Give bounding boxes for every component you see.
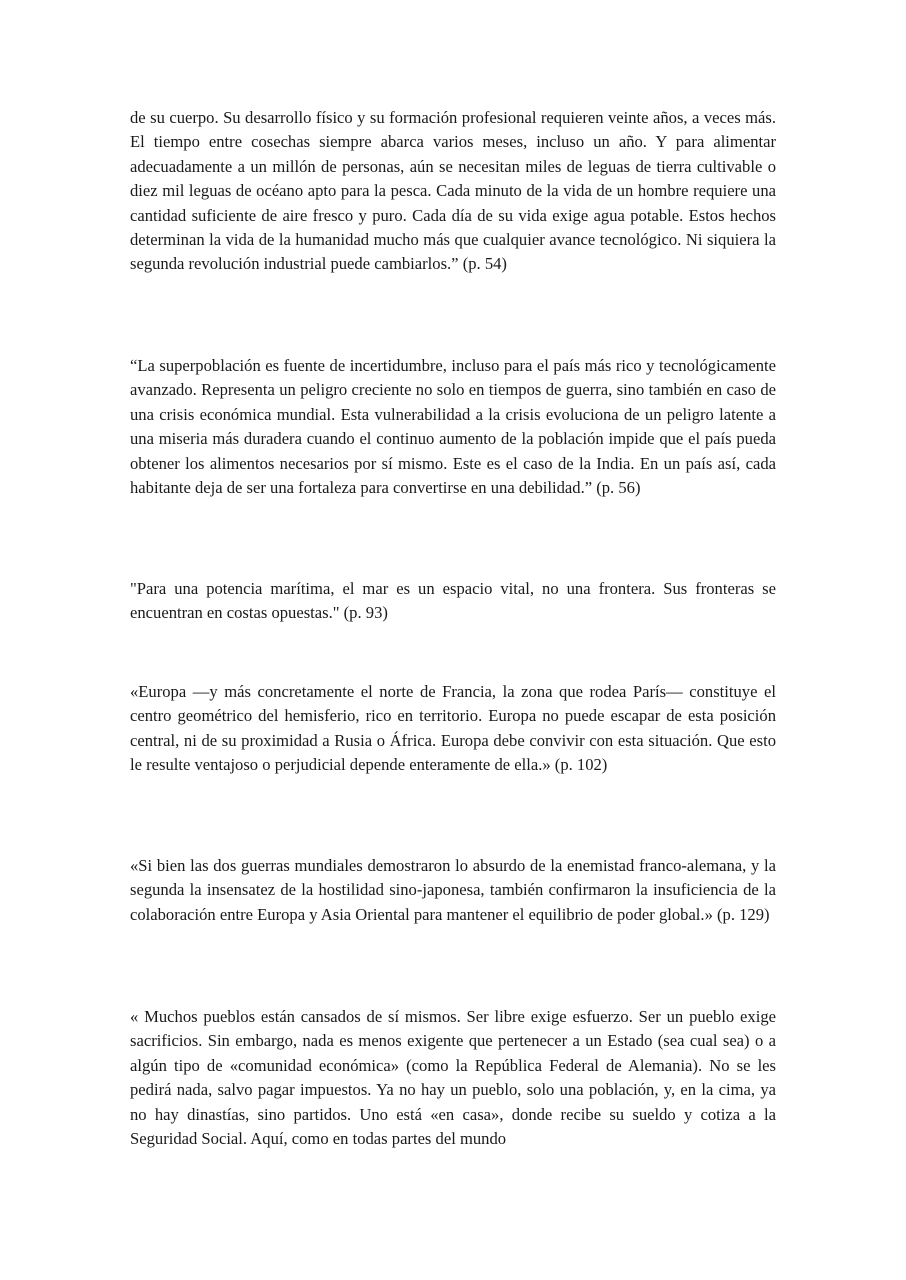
quote-paragraph-p93: "Para una potencia marítima, el mar es un espacio vital, no una frontera. Sus fronteras se encuentran en costas opuestas." (p. 93) — [130, 579, 776, 623]
quote-paragraph-p102: «Europa —y más concretamente el norte de Francia, la zona que rodea París— constituye el centro geométrico del hemisferio, rico en territorio. Europa no puede escapar de esta posición central, ni de su proximidad a Rusia o África. Europa debe convivir con esta situación. Que esto le resulte ventajoso o perjudicial depende enteramente de ella.» (p. 102) — [130, 682, 776, 775]
quote-paragraph-p56: “La superpoblación es fuente de incertidumbre, incluso para el país más rico y tecnológicamente avanzado. Representa un peligro creciente no solo en tiempos de guerra, sino también en caso de una crisis económica mundial. Esta vulnerabilidad a la crisis evoluciona de un peligro latente a una miseria más duradera cuando el continuo aumento de la población impide que el país pueda obtener los alimentos necesarios por sí mismo. Este es el caso de la India. En un país así, cada habitante deja de ser una fortaleza para convertirse en una debilidad.” (p. 56) — [130, 356, 776, 498]
quote-paragraph-p54: de su cuerpo. Su desarrollo físico y su formación profesional requieren veinte años, a veces más. El tiempo entre cosechas siempre abarca varios meses, incluso un año. Y para alimentar adecuadamente a un millón de personas, aún se necesitan miles de leguas de tierra cultivable o diez mil leguas de océano apto para la pesca. Cada minuto de la vida de un hombre requiere una cantidad suficiente de aire fresco y puro. Cada día de su vida exige agua potable. Estos hechos determinan la vida de la humanidad mucho más que cualquier avance tecnológico. Ni siquiera la segunda revolución industrial puede cambiarlos.” (p. 54) — [130, 108, 776, 274]
quote-paragraph-continued: « Muchos pueblos están cansados de sí mismos. Ser libre exige esfuerzo. Ser un pueblo exige sacrificios. Sin embargo, nada es menos exigente que pertenecer a un Estado (sea cual sea) o a algún tipo de «comunidad económica» (como la República Federal de Alemania). No se les pedirá nada, salvo pagar impuestos. Ya no hay un pueblo, solo una población, y, en la cima, ya no hay dinastías, sino partidos. Uno está «en casa», donde recibe su sueldo y cotiza a la Seguridad Social. Aquí, como en todas partes del mundo — [130, 1007, 776, 1149]
quote-paragraph-p129: «Si bien las dos guerras mundiales demostraron lo absurdo de la enemistad franco-alemana, y la segunda la insensatez de la hostilidad sino-japonesa, también confirmaron la insuficiencia de la colaboración entre Europa y Asia Oriental para mantener el equilibrio de poder global.» (p. 129) — [130, 856, 776, 924]
